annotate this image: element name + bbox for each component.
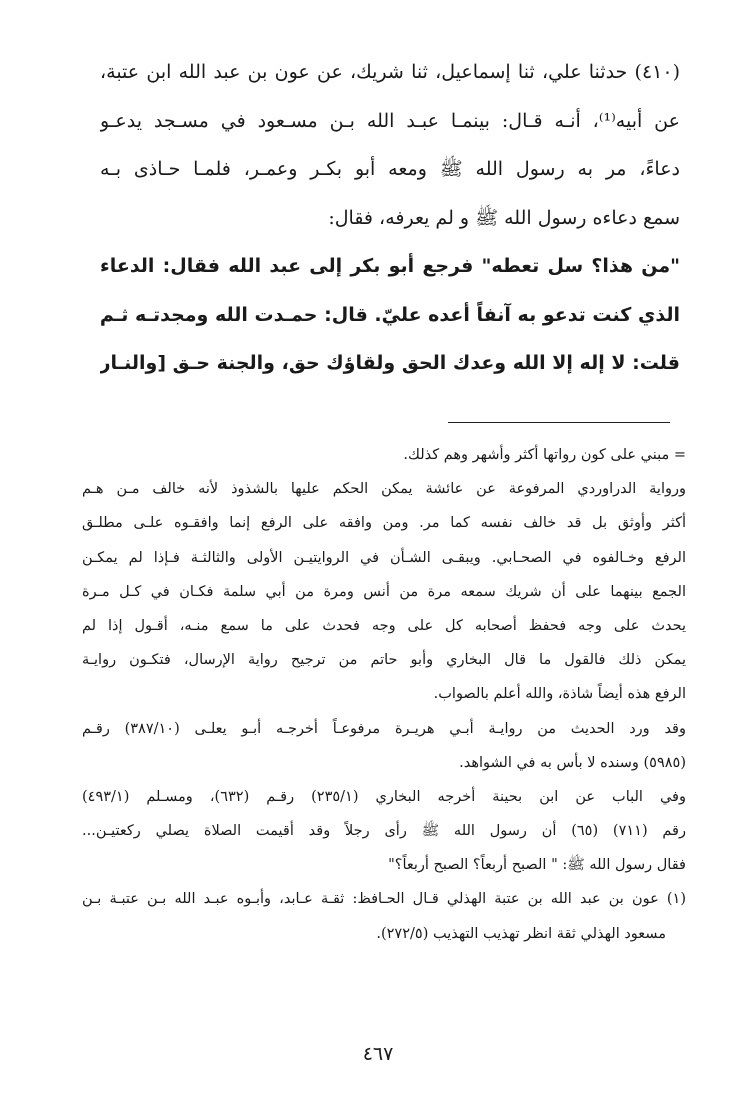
footnote-line: الجمع بينهما على أن شريك سمعه مرة من أنس ومرة من أبي سلمة فكـان في كـل مـرة <box>82 583 686 600</box>
footnote-line: (٥٩٨٥) وسنده لا بأس به في الشواهد. <box>459 754 686 771</box>
hadith-line: دعاءً، مر به رسول الله ﷺ ومعه أبو بكـر وعمـر، فلمـا حـاذى بـه <box>100 158 680 180</box>
hadith-bold-line: "من هذا؟ سل تعطه" فرجع أبو بكر إلى عبد الله فقال: الدعاء <box>100 255 680 277</box>
footnote-line: ورواية الدراوردي المرفوعة عن عائشة يمكن الحكم عليها بالشذوذ لأنه خالف مـن هـم <box>82 481 686 498</box>
hadith-line: (٤١٠) حدثنا علي، ثنا إسماعيل، ثنا شريك، عن عون بن عبد الله ابن عتبة، <box>100 61 680 83</box>
footnote-line: وقد ورد الحديث من روايـة أبـي هريـرة مرفوعـاً أخرجـه أبـو يعلـى (٣٨٧/١٠) رقـم <box>82 720 686 737</box>
footnote-line: رقم (٧١١) (٦٥) أن رسول الله ﷺ رأى رجلاً وقد أقيمت الصلاة يصلي ركعتيـن... <box>82 823 686 840</box>
footnote-line: = مبني على كون رواتها أكثر وأشهر وهم كذلك. <box>403 447 686 463</box>
footnote-line: يمكن ذلك فالقول ما قال البخاري وأبو حاتم من ترجيح رواية الإرسال، فتكـون روايـة <box>82 652 686 669</box>
hadith-main-text <box>100 48 680 388</box>
footnote-line: الرفع وخـالفوه في الصحـابي. ويبقـى الشـأن في الروايتيـن الأولى والثالثـة فـإذا لم يمكـن <box>82 549 686 566</box>
footnote-line: يحدث على وجه فحفظ أصحابه كل على وجه فحدث على ما سمع منـه، أقـول إذا لم <box>82 617 686 634</box>
hadith-bold-line: الذي كنت تدعو به آنفاً أعده عليّ. قال: حمـدت الله ومجدتـه ثـم <box>100 303 680 326</box>
hadith-bold-line: قلت: لا إله إلا الله وعدك الحق ولقاؤك حق، والجنة حـق [والنـار <box>100 352 680 374</box>
hadith-line: عن أبيه⁽¹⁾، أنـه قـال: بينمـا عبـد الله بـن مسـعود في مسـجد يدعـو <box>100 109 680 132</box>
footnote-line: الرفع هذه أيضاً شاذة، والله أعلم بالصواب. <box>433 686 686 703</box>
hadith-line: سمع دعاءه رسول الله ﷺ و لم يعرفه، فقال: <box>328 206 680 229</box>
footnote-separator <box>448 422 670 423</box>
page-number: ٤٦٧ <box>362 1043 394 1065</box>
footnote-line: فقال رسول الله ﷺ: " الصبح أربعاً؟ الصبح أربعاً؟" <box>388 857 686 874</box>
footnote-line: وفي الباب عن ابن بحينة أخرجه البخاري (٢٣٥/١) رقـم (٦٣٢)، ومسـلم (٤٩٣/١) <box>82 788 686 805</box>
footnote-line: أكثر وأوثق بل قد خالف نفسه كما مر. ومن وافقه على الرفع إنما وافقـوه علـى مطلـق <box>82 515 686 532</box>
footnote-line: مسعود الهذلي ثقة انظر تهذيب التهذيب (٢٧٢/٥). <box>376 925 666 942</box>
footnote-line: (١) عون بن عبد الله بن عتبة الهذلي قـال الحـافظ: ثقـة عـابد، وأبـوه عبـد الله بـن عتبـة بـن <box>82 891 686 908</box>
footnotes-section <box>82 438 686 951</box>
